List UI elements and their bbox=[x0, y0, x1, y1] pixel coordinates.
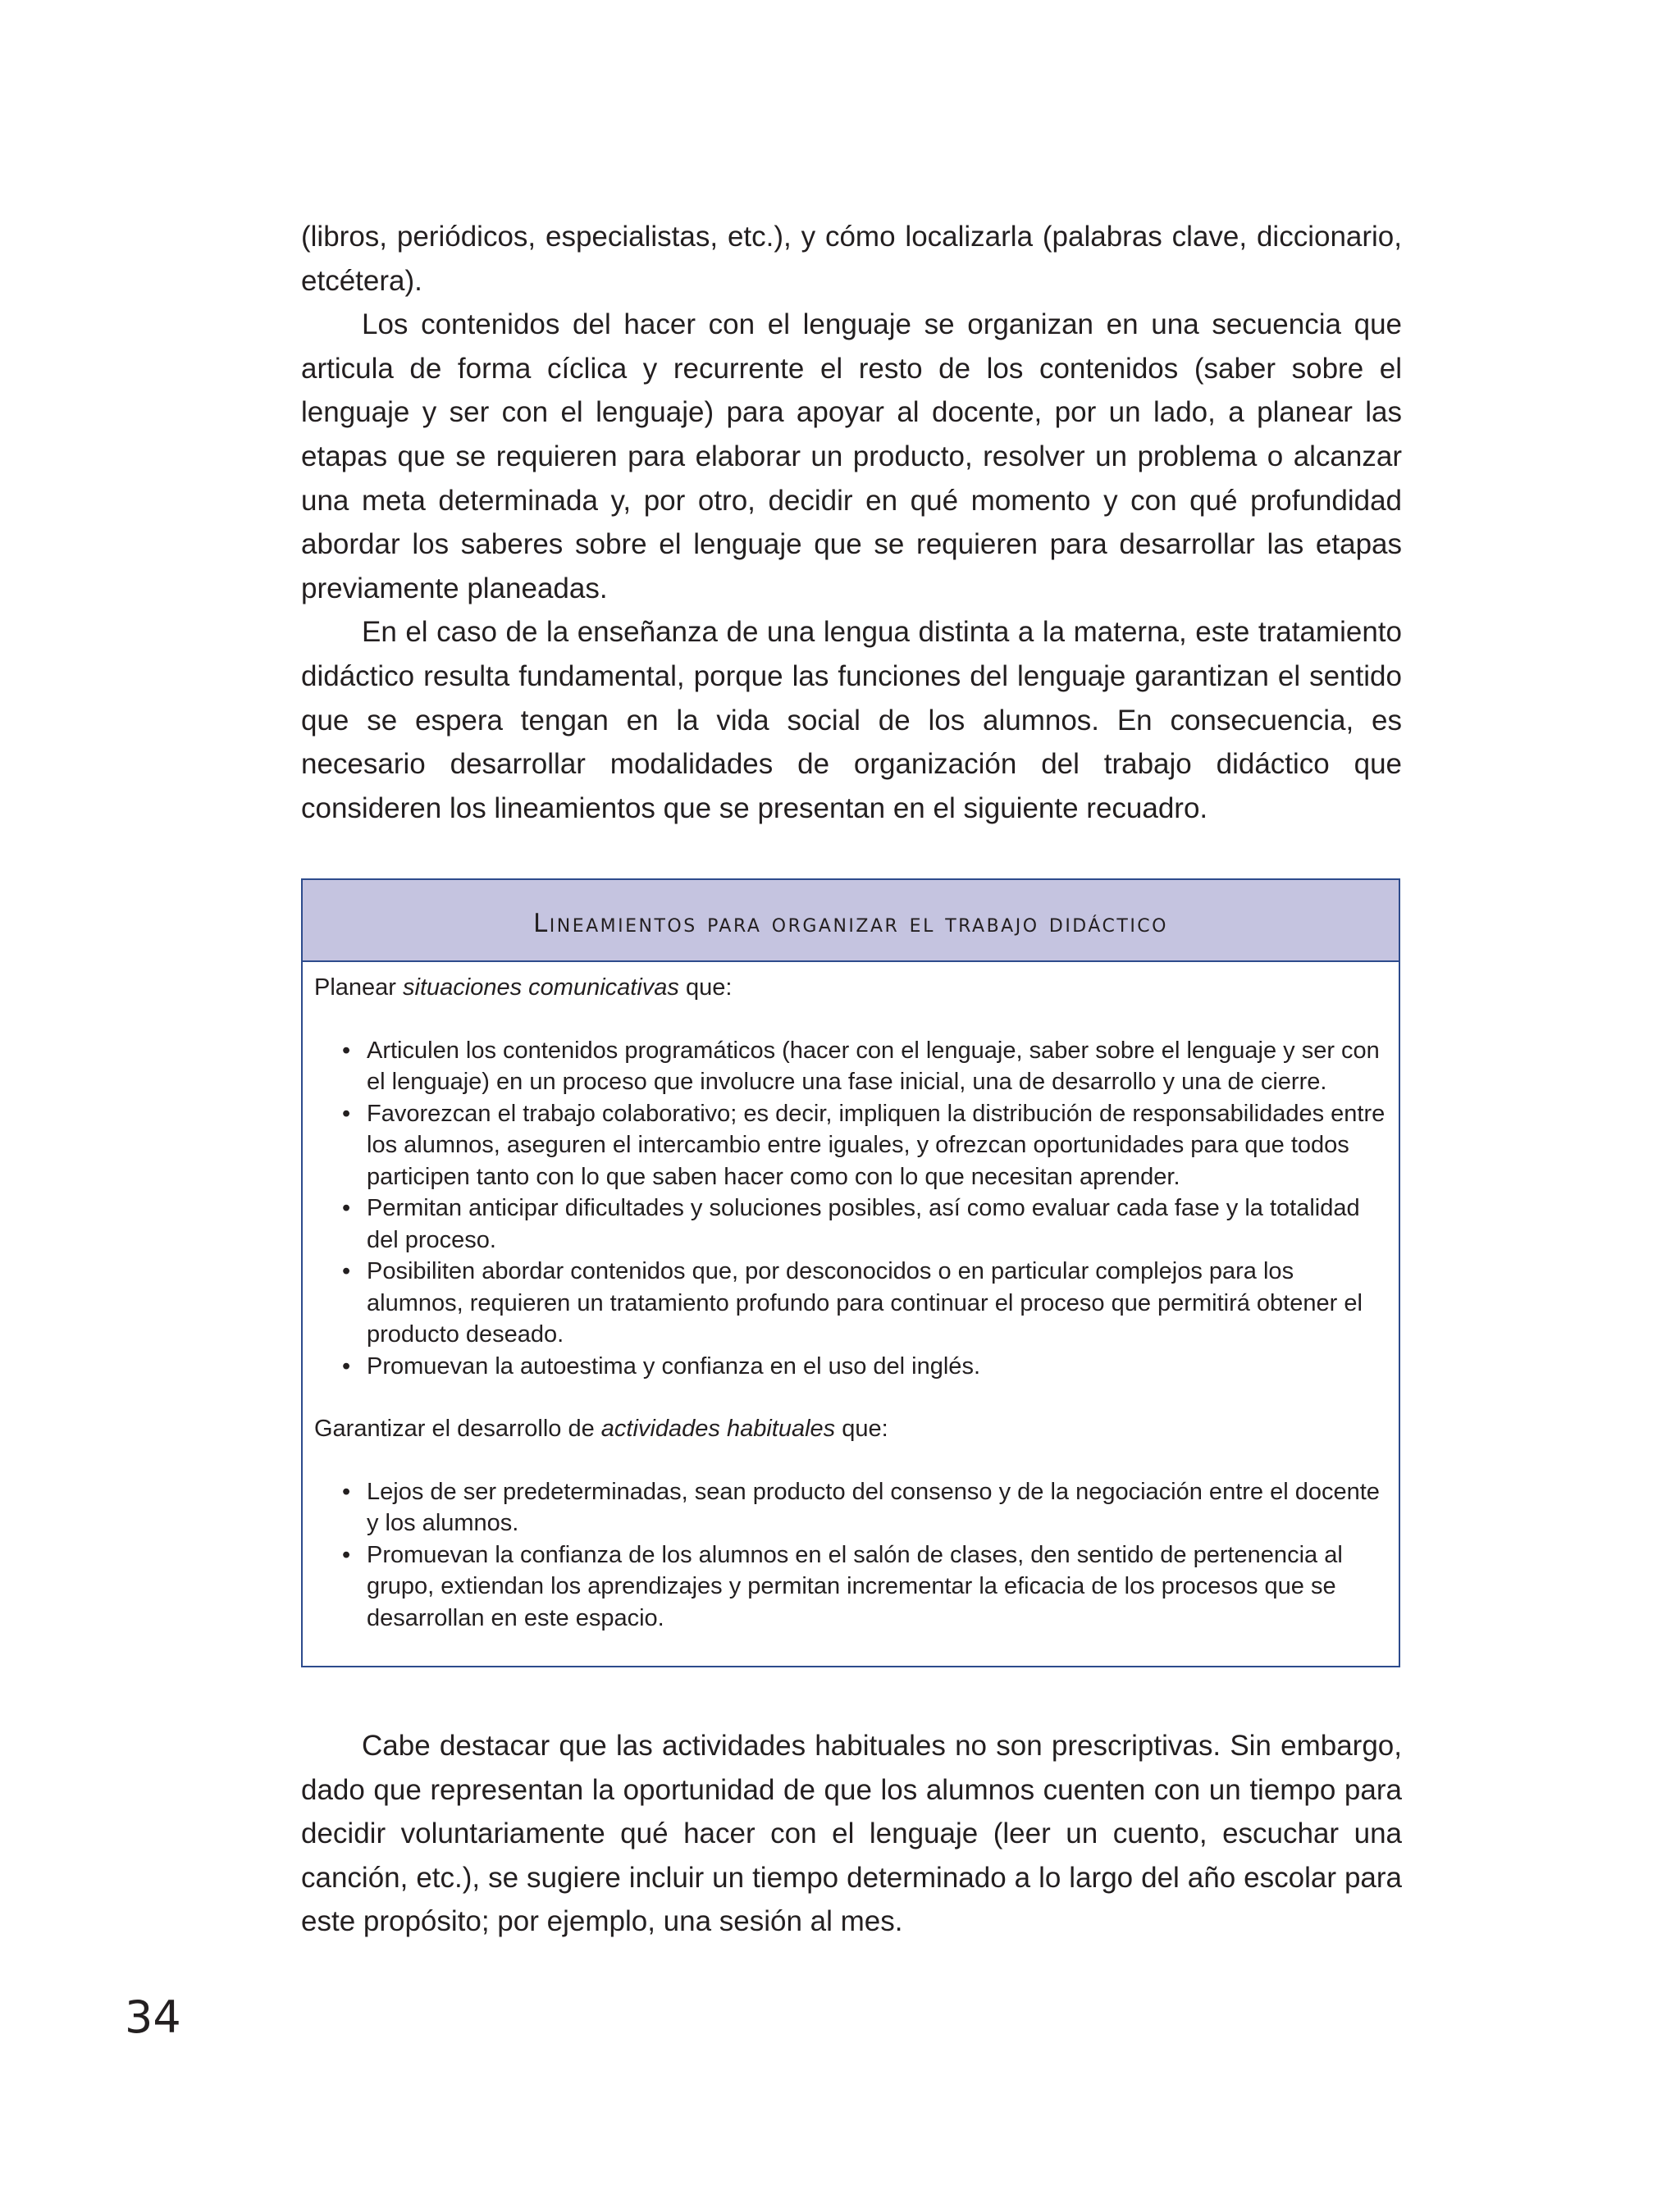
paragraph-actividades-habituales: Cabe destacar que las actividades habituales no son prescriptivas. Sin embargo, dado que representan la oportunidad de que los alumnos cuenten con un tiempo para decidir voluntariamente qué hacer con el lenguaje (leer un cuento, escuchar una canción, etc.), se sugiere incluir un tiempo determinado a lo largo del año escolar para este propósito; por ejemplo, una sesión al mes. bbox=[301, 1730, 1402, 1938]
paragraph-hacer-con-el-lenguaje: Los contenidos del hacer con el lenguaje se organizan en una secuencia que articula de forma cíclica y recurrente el resto de los contenidos (saber sobre el lenguaje y ser con el lenguaje) para apoyar al docente, por un lado, a planear las etapas que se requieren para elaborar un producto, resolver un problema o alcanzar una meta determinada y, por otro, decidir en qué momento y con qué profundidad abordar los saberes sobre el lenguaje que se requieren para desarrollar las etapas previamente planeadas. bbox=[301, 308, 1402, 604]
guidelines-box-title: Lineamientos para organizar el trabajo didáctico bbox=[533, 909, 1168, 938]
bottom-text-block bbox=[301, 1724, 1402, 1944]
list-item: • Promuevan la autoestima y confianza en el uso del inglés. bbox=[339, 1351, 1387, 1383]
guidelines-box-header bbox=[303, 880, 1399, 962]
guidelines-box-body bbox=[303, 962, 1399, 1634]
list-item: • Articulen los contenidos programáticos (hacer con el lenguaje, saber sobre el lenguaje y ser con el lenguaje) en un proceso que involucre una fase inicial, una de desarrollo y una de cierre. bbox=[339, 1035, 1387, 1098]
list-item: • Posibiliten abordar contenidos que, por desconocidos o en particular complejos para los alumnos, requieren un tratamiento profundo para continuar el proceso que permitirá obtener el producto deseado. bbox=[339, 1256, 1387, 1351]
section1-intro: Planear situaciones comunicativas que: bbox=[314, 974, 733, 1001]
list-item: • Lejos de ser predeterminadas, sean producto del consenso y de la negociación entre el docente y los alumnos. bbox=[339, 1476, 1387, 1539]
list-item: • Permitan anticipar dificultades y soluciones posibles, así como evaluar cada fase y la totalidad del proceso. bbox=[339, 1193, 1387, 1256]
guidelines-box bbox=[301, 878, 1400, 1667]
paragraph-continuation: (libros, periódicos, especialistas, etc.), y cómo localizarla (palabras clave, diccionario, etcétera). bbox=[301, 221, 1402, 297]
paragraph-lengua-distinta: En el caso de la enseñanza de una lengua distinta a la materna, este tratamiento didáctico resulta fundamental, porque las funciones del lenguaje garantizan el sentido que se espera tengan en la vida social de los alumnos. En consecuencia, es necesario desarrollar modalidades de organización del trabajo didáctico que consideren los lineamientos que se presentan en el siguiente recuadro. bbox=[301, 616, 1402, 824]
page-number: 34 bbox=[125, 1991, 181, 2043]
list-item: • Favorezcan el trabajo colaborativo; es decir, impliquen la distribución de responsabilidades entre los alumnos, aseguren el intercambio entre iguales, y ofrezcan oportunidades para que todos participen tanto con lo que saben hacer como con lo que necesitan aprender. bbox=[339, 1098, 1387, 1193]
section2-intro: Garantizar el desarrollo de actividades habituales que: bbox=[314, 1416, 888, 1442]
top-text-block bbox=[301, 215, 1402, 830]
section1-list bbox=[314, 1035, 1387, 1383]
section2-list bbox=[314, 1476, 1387, 1635]
list-item: • Promuevan la confianza de los alumnos en el salón de clases, den sentido de pertenencia al grupo, extiendan los aprendizajes y permitan incrementar la eficacia de los procesos que se desarrollan en este espacio. bbox=[339, 1539, 1387, 1635]
